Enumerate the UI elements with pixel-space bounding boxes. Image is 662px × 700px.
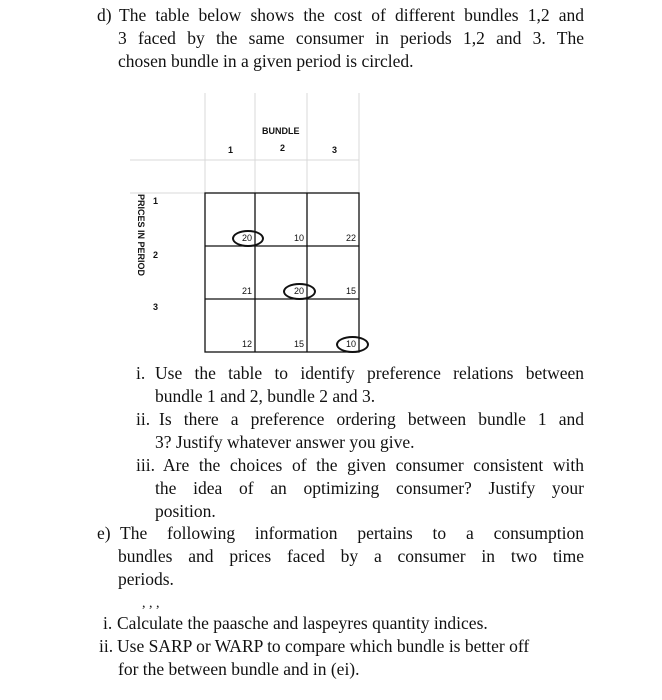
sub-d-iii-line-3: position. — [155, 501, 216, 521]
sub-d-i-line-1: Use the table to identify preference relations between — [155, 363, 584, 383]
row-axis-label: PRICES IN PERIOD — [136, 194, 146, 277]
cell-p2-b1: 21 — [242, 286, 253, 296]
cell-p3-b1: 12 — [242, 339, 253, 349]
sub-d-ii-line-1: Is there a preference ordering between bundle 1 and — [159, 409, 584, 429]
question-e-line-1: The following information pertains to a consumption — [120, 523, 584, 543]
sub-d-ii-line-2: 3? Justify whatever answer you give. — [155, 432, 415, 452]
period-label-1: 1 — [153, 196, 159, 206]
question-e-line-2: bundles and prices faced by a consumer in two time — [118, 546, 584, 566]
sub-d-iii-num: iii. — [136, 455, 155, 475]
bundle-label-3: 3 — [332, 145, 338, 155]
stray-marks: , , , — [142, 596, 160, 611]
question-d-line-2: 3 faced by the same consumer in periods 1,2 and 3. The — [118, 28, 584, 48]
sub-d-i-line-2: bundle 1 and 2, bundle 2 and 3. — [155, 386, 376, 406]
cell-p3-b3: 10 — [346, 339, 357, 349]
sub-d-ii-num: ii. — [136, 409, 151, 429]
sub-e-i-line-1: Calculate the paasche and laspeyres quantity indices. — [117, 613, 488, 633]
sub-e-ii-num: ii. — [99, 636, 114, 656]
sub-d-iii-line-2: the idea of an optimizing consumer? Justify your — [155, 478, 584, 498]
bundle-header: BUNDLE — [262, 126, 300, 136]
question-d-line-1: The table below shows the cost of different bundles 1,2 and — [119, 5, 584, 25]
cell-p2-b2: 20 — [294, 286, 305, 296]
bundle-label-2: 2 — [280, 143, 286, 153]
sub-e-ii-line-2: for the between bundle and in (ei). — [118, 659, 360, 679]
period-label-3: 3 — [153, 302, 159, 312]
cell-p3-b2: 15 — [294, 339, 305, 349]
cell-p2-b3: 15 — [346, 286, 357, 296]
cell-p1-b1: 20 — [242, 233, 253, 243]
period-label-2: 2 — [153, 250, 159, 260]
question-e-label: e) — [97, 523, 111, 543]
table-border — [205, 193, 359, 352]
question-e-line-3: periods. — [118, 569, 174, 589]
sub-e-i-num: i. — [103, 613, 113, 633]
cell-p1-b3: 22 — [346, 233, 357, 243]
cell-p1-b2: 10 — [294, 233, 305, 243]
question-d-line-3: chosen bundle in a given period is circled. — [118, 51, 414, 71]
question-d-label: d) — [97, 5, 112, 25]
sub-d-i-num: i. — [136, 363, 146, 383]
bundle-label-1: 1 — [228, 145, 234, 155]
sub-e-ii-line-1: Use SARP or WARP to compare which bundle is better off — [117, 636, 530, 656]
sub-d-iii-line-1: Are the choices of the given consumer consistent with — [163, 455, 584, 475]
